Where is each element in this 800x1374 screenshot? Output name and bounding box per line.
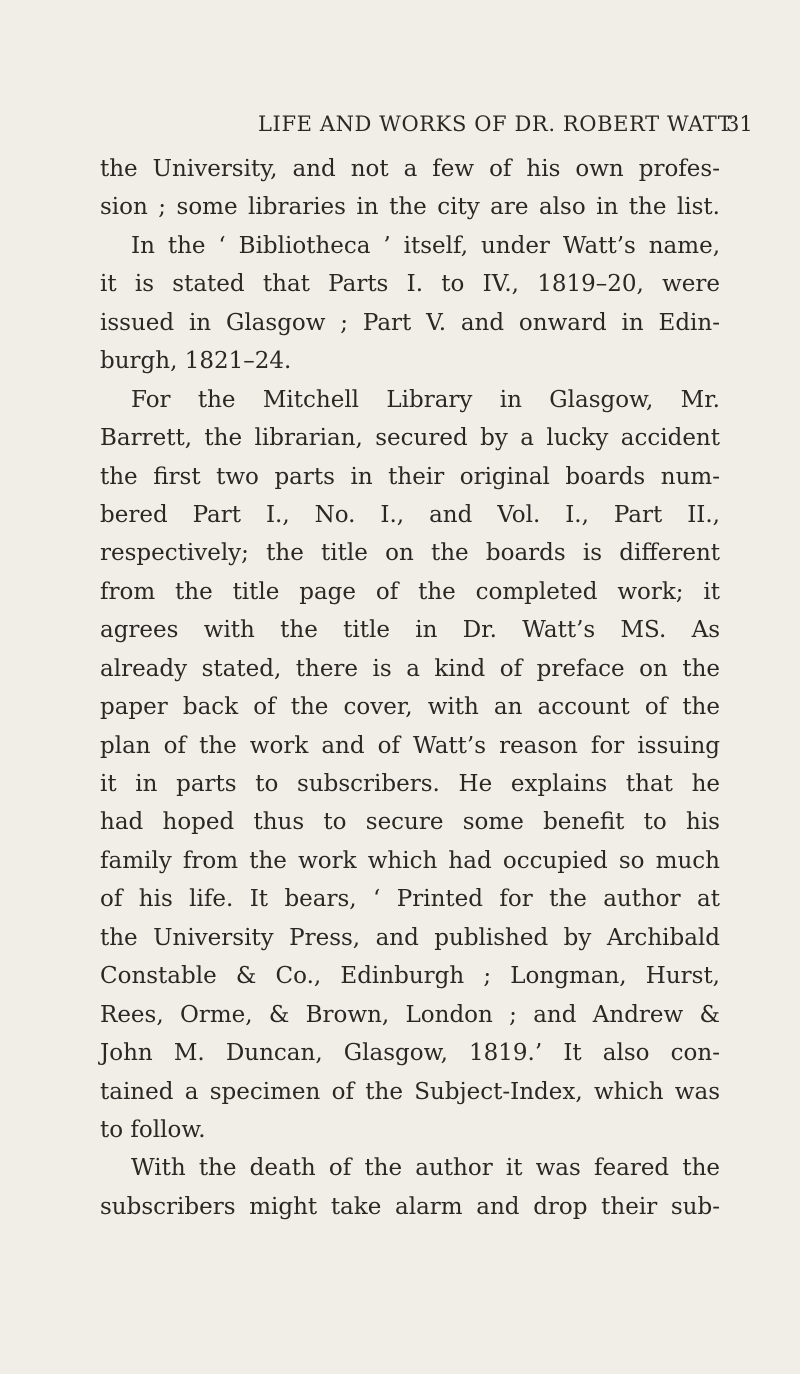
text-line: burgh, 1821–24. <box>100 348 292 375</box>
text-line: Rees, Orme, & Brown, London ; and Andrew & <box>100 1001 720 1028</box>
page-number: 31 <box>726 112 753 136</box>
text-line: With the death of the author it was feared the <box>131 1155 720 1182</box>
text-line: Barrett, the librarian, secured by a lucky accident <box>100 425 720 452</box>
text-line: had hoped thus to secure some benefit to his <box>100 809 720 836</box>
text-line: the University, and not a few of his own profes- <box>100 156 720 182</box>
text-line: John M. Duncan, Glasgow, 1819.’ It also con- <box>100 1040 720 1067</box>
running-title: LIFE AND WORKS OF DR. ROBERT WATT <box>258 112 733 136</box>
text-line: respectively; the title on the boards is different <box>100 540 720 567</box>
text-line: bered Part I., No. I., and Vol. I., Part II., <box>100 501 720 528</box>
text-line: In the ‘ Bibliotheca ’ itself, under Watt’s name, <box>131 232 720 259</box>
text-line: Constable & Co., Edinburgh ; Longman, Hurst, <box>100 963 720 990</box>
text-line: it is stated that Parts I. to IV., 1819–20, were <box>100 271 720 298</box>
text-line: agrees with the title in Dr. Watt’s MS. As <box>100 617 720 644</box>
text-line: it in parts to subscribers. He explains that he <box>100 771 720 797</box>
text-line: from the title page of the completed work; it <box>100 578 720 605</box>
text-line: the University Press, and published by Archibald <box>100 924 720 951</box>
text-line: paper back of the cover, with an account of the <box>100 694 720 721</box>
text-line: issued in Glasgow ; Part V. and onward in Edin- <box>100 309 720 336</box>
text-line: For the Mitchell Library in Glasgow, Mr. <box>131 386 720 413</box>
text-line: sion ; some libraries in the city are also in the list. <box>100 194 720 221</box>
text-line: plan of the work and of Watt’s reason for issuing <box>100 732 720 759</box>
running-head <box>0 112 800 142</box>
text-line: subscribers might take alarm and drop their sub- <box>100 1193 720 1220</box>
body-text <box>100 150 720 1226</box>
text-line: of his life. It bears, ‘ Printed for the author at <box>100 886 720 913</box>
text-line: to follow. <box>100 1116 206 1143</box>
text-line: family from the work which had occupied so much <box>100 847 720 874</box>
text-line: tained a specimen of the Subject-Index, which was <box>100 1078 720 1105</box>
text-line: already stated, there is a kind of preface on the <box>100 655 720 682</box>
text-line: the first two parts in their original boards num- <box>100 463 720 490</box>
